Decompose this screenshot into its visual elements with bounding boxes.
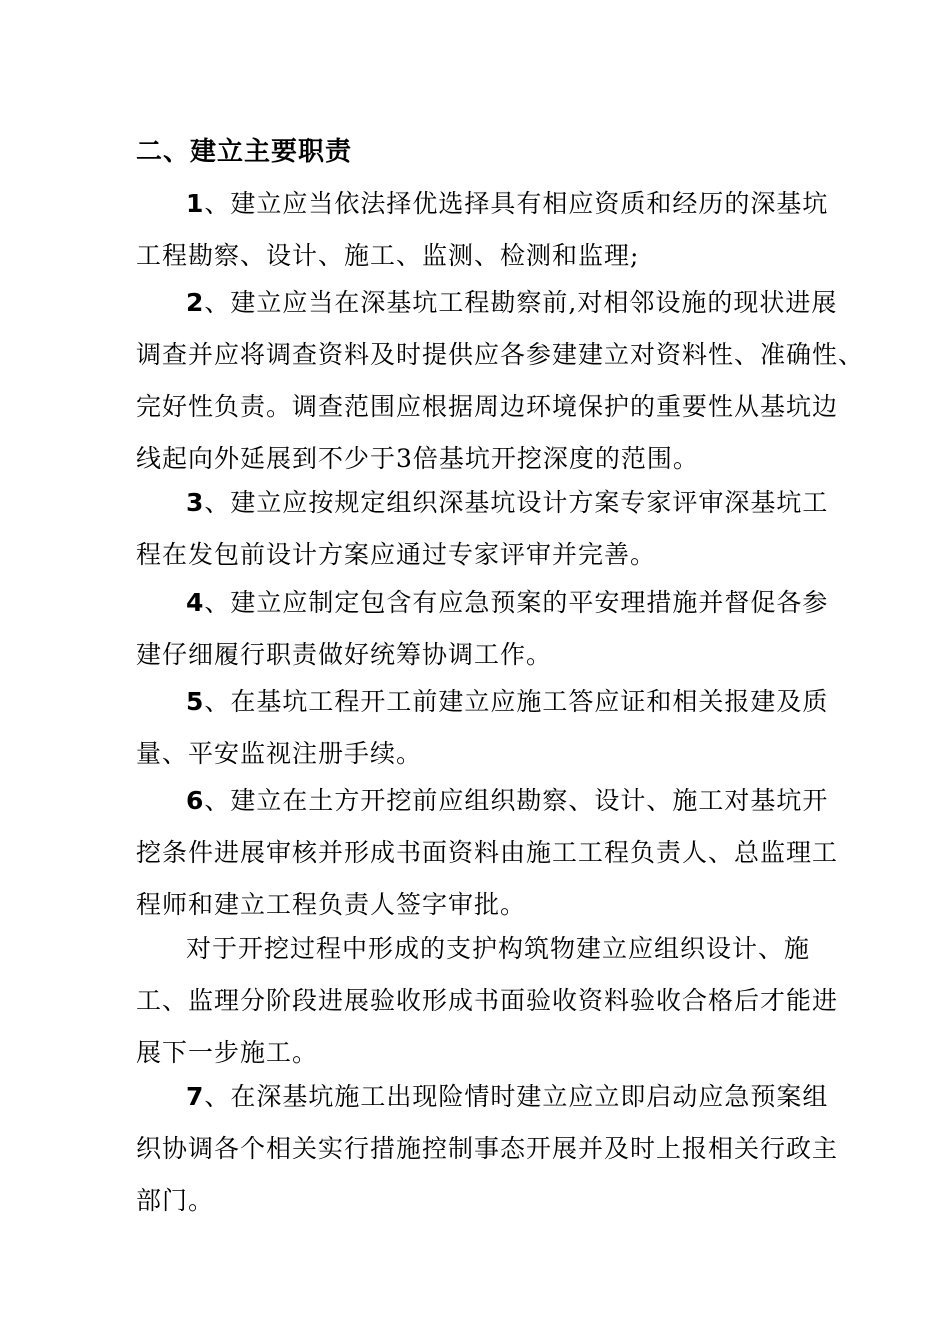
paragraph-line: 工程勘察、设计、施工、监测、检测和监理; bbox=[136, 241, 640, 270]
item-number: 6 bbox=[186, 786, 205, 815]
paragraph-line: 2、建立应当在深基坑工程勘察前,对相邻设施的现状进展 bbox=[186, 288, 838, 317]
paragraph-line: 5、在基坑工程开工前建立应施工答应证和相关报建及质 bbox=[186, 687, 829, 716]
paragraph-line: 3、建立应按规定组织深基坑设计方案专家评审深基坑工 bbox=[186, 488, 829, 517]
paragraph-6 bbox=[136, 775, 839, 931]
paragraph-2 bbox=[136, 277, 865, 485]
paragraph-5 bbox=[136, 676, 836, 780]
paragraph-line: 4、建立应制定包含有应急预案的平安理措施并督促各参 bbox=[186, 588, 829, 617]
paragraph-3 bbox=[136, 477, 836, 581]
paragraph-line: 部门。 bbox=[136, 1186, 215, 1215]
paragraph-1 bbox=[136, 178, 836, 282]
paragraph-line: 程师和建立工程负责人签字审批。 bbox=[136, 890, 527, 919]
paragraph-line: 线起向外延展到不少于3倍基坑开挖深度的范围。 bbox=[136, 444, 699, 473]
paragraph-line: 织协调各个相关实行措施控制事态开展并及时上报相关行政主 bbox=[136, 1134, 839, 1163]
item-number: 7 bbox=[186, 1082, 205, 1111]
item-number: 4 bbox=[186, 588, 205, 617]
paragraph-6-continued bbox=[136, 923, 839, 1079]
paragraph-line: 1、建立应当依法择优选择具有相应资质和经历的深基坑 bbox=[186, 189, 829, 218]
paragraph-line: 6、建立在土方开挖前应组织勘察、设计、施工对基坑开 bbox=[186, 786, 829, 815]
paragraph-line: 展下一步施工。 bbox=[136, 1038, 319, 1067]
paragraph-line: 7、在深基坑施工出现险情时建立应立即启动应急预案组 bbox=[186, 1082, 829, 1111]
item-number: 1 bbox=[186, 189, 205, 218]
paragraph-7 bbox=[136, 1071, 839, 1227]
item-number: 5 bbox=[186, 687, 205, 716]
paragraph-line: 工、监理分阶段进展验收形成书面验收资料验收合格后才能进 bbox=[136, 986, 839, 1015]
paragraph-line: 量、平安监视注册手续。 bbox=[136, 739, 423, 768]
section-heading: 二、建立主要职责 bbox=[136, 137, 353, 167]
paragraph-4 bbox=[136, 577, 836, 681]
paragraph-line: 调查并应将调查资料及时提供应各参建建立对资料性、准确性、 bbox=[136, 340, 865, 369]
paragraph-line: 挖条件进展审核并形成书面资料由施工工程负责人、总监理工 bbox=[136, 838, 839, 867]
paragraph-line: 对于开挖过程中形成的支护构筑物建立应组织设计、施 bbox=[186, 934, 811, 963]
paragraph-line: 建仔细履行职责做好统筹协调工作。 bbox=[136, 640, 553, 669]
item-number: 2 bbox=[186, 288, 205, 317]
paragraph-line: 程在发包前设计方案应通过专家评审并完善。 bbox=[136, 540, 657, 569]
paragraph-line: 完好性负责。调查范围应根据周边环境保护的重要性从基坑边 bbox=[136, 392, 839, 421]
item-number: 3 bbox=[186, 488, 205, 517]
